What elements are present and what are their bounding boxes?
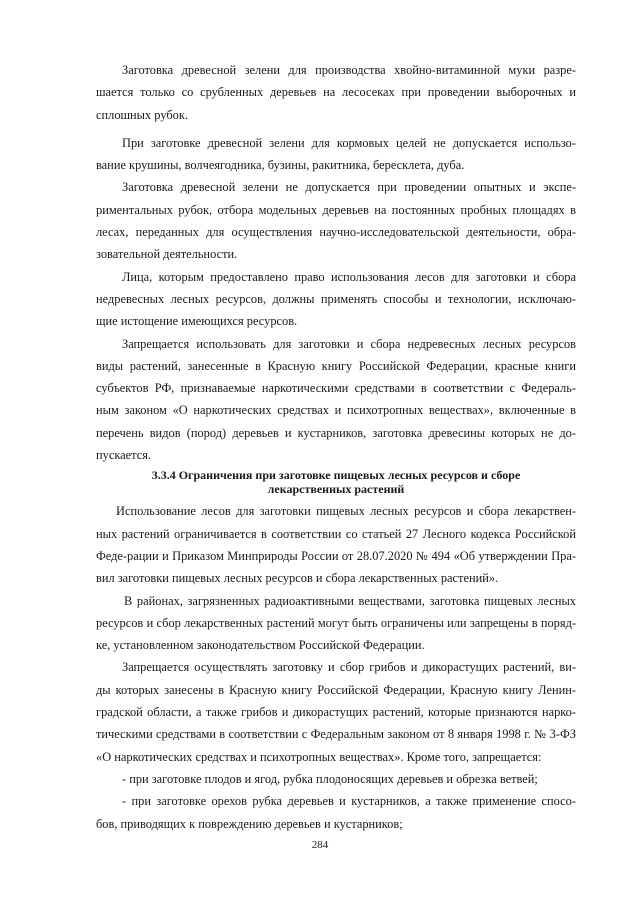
text-line: «О наркотических средствах и психотропных веществах». Кроме того, запрещается: (96, 749, 542, 764)
text-line: ке, установленном законодательством Российской Федерации. (96, 638, 425, 653)
text-line: пускается. (96, 448, 152, 463)
paragraph-mushrooms-prohibition (96, 656, 576, 767)
text-line: При заготовке древесной зелени для кормовых целей не допускается использо- (122, 135, 576, 150)
section-heading-line1: 3.3.4 Ограничения при заготовке пищевых лесных ресурсов и сборе (151, 468, 521, 483)
text-line: перечень видов (пород) деревьев и кустарников, заготовка древесины которых не до- (96, 425, 576, 440)
text-line: Заготовка древесной зелени для производства хвойно-витаминной муки разре- (122, 63, 576, 77)
text-line: риментальных рубок, отбора модельных деревьев на постоянных пробных площадях в (96, 202, 576, 217)
paragraph-radioactive-areas (96, 590, 576, 657)
text-line: ных растений ограничивается в соответствии со статьей 27 Лесного кодекса Российской (96, 526, 576, 541)
text-line: ресурсов и сбор лекарственных растений могут быть ограничены или запрещены в поряд- (96, 615, 576, 630)
text-line: - при заготовке орехов рубка деревьев и кустарников, а также применение спосо- (122, 794, 576, 809)
text-line: тическими средствами в соответствии с Федеральным законом от 8 января 1998 г. № 3-ФЗ (96, 727, 576, 742)
text-line: зовательной деятельности. (96, 247, 238, 262)
paragraph-green-harvest-experimental (96, 176, 576, 265)
text-line: щие истощение имеющихся ресурсов. (96, 314, 298, 329)
text-line: сплошных рубок. (96, 107, 188, 122)
text-line: Заготовка древесной зелени не допускается при проведении опытных и экспе- (122, 180, 576, 195)
text-line: Феде-рации и Приказом Минприроды России от 28.07.2020 № 494 «Об утверждении Пра- (96, 548, 576, 563)
text-line: виды растений, занесенные в Красную книгу Российской Федерации, красные книги (96, 358, 576, 373)
text-line: субъектов РФ, признаваемые наркотическими средствами в соответствии с Федераль- (96, 381, 576, 396)
section-heading (96, 468, 576, 496)
text-line: градской области, а также грибов и дикорастущих растений, которые признаются нарко- (96, 705, 576, 720)
text-line: вание крушины, волчеягодника, бузины, ракитника, бересклета, дуба. (96, 158, 465, 173)
section-heading-line2: лекарственных растений (267, 482, 405, 497)
text-line: ды которых занесены в Красную книгу Российской Федерации, Красную книгу Ленин- (96, 682, 576, 697)
text-line: лесах, переданных для осуществления научно-исследовательской деятельности, обра- (96, 225, 576, 240)
text-line: В районах, загрязненных радиоактивными веществами, заготовка пищевых лесных (124, 593, 576, 608)
list-item-nuts (96, 790, 576, 835)
text-line: Использование лесов для заготовки пищевых лесных ресурсов и сбора лекарствен- (116, 504, 576, 519)
text-line: бов, приводящих к повреждению деревьев и кустарников; (96, 816, 403, 831)
paragraph-nonwood-prohibition (96, 333, 576, 467)
text-line: недревесных лесных ресурсов, должны применять способы и технологии, исключаю- (96, 291, 576, 306)
text-line: Запрещается осуществлять заготовку и сбор грибов и дикорастущих растений, ви- (122, 660, 576, 675)
paragraph-green-harvest-fodder (96, 132, 576, 177)
paragraph-green-harvest-flour (96, 59, 576, 126)
paragraph-nonwood-methods (96, 266, 576, 333)
page-body (96, 59, 576, 835)
text-line: ным законом «О наркотических средствах и психотропных веществах», включенные в (96, 403, 576, 418)
text-line: Лица, которым предоставлено право использования лесов для заготовки и сбора (122, 269, 576, 284)
text-line: вил заготовки пищевых лесных ресурсов и сбора лекарственных растений». (96, 571, 499, 586)
text-line: - при заготовке плодов и ягод, рубка плодоносящих деревьев и обрезка ветвей; (122, 771, 538, 786)
page-number: 284 (311, 839, 329, 851)
text-line: шается только со срубленных деревьев на лесосеках при проведении выборочных и (96, 85, 576, 100)
list-item-fruits-berries (96, 768, 576, 790)
text-line: Запрещается использовать для заготовки и сбора недревесных лесных ресурсов (122, 336, 576, 351)
paragraph-food-resources-law (96, 500, 576, 589)
